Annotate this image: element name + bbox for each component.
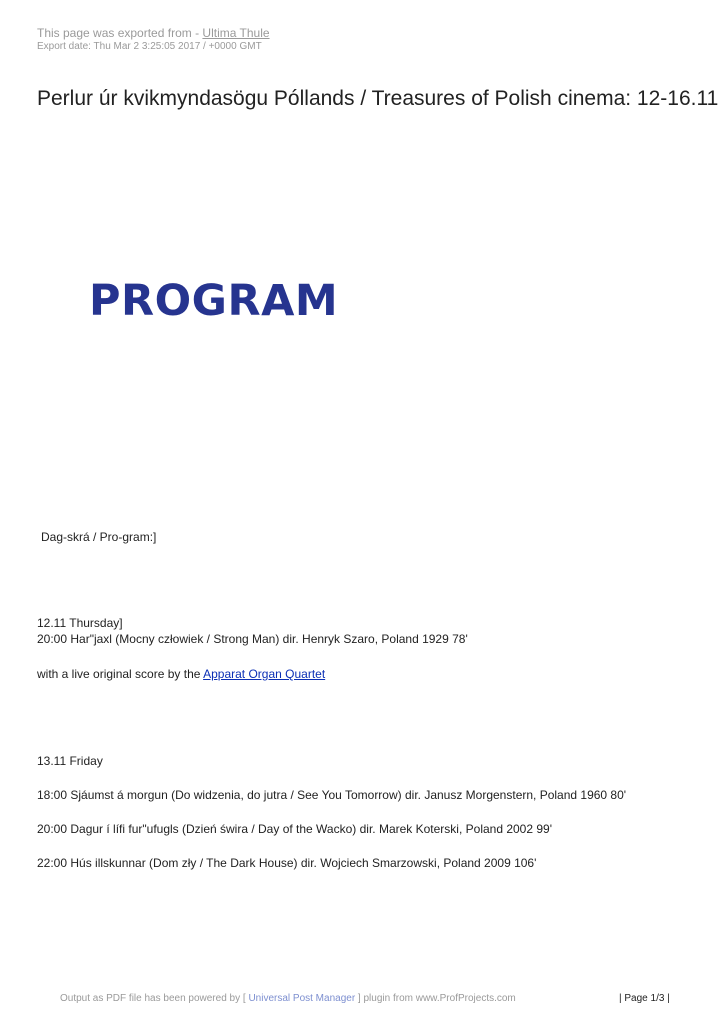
footer-suffix: ] plugin from www.ProfProjects.com: [355, 993, 516, 1004]
export-notice: [37, 27, 270, 40]
program-banner-image: [89, 277, 338, 325]
program-banner-text: PROGRAM: [89, 276, 339, 326]
plugin-link[interactable]: Universal Post Manager: [248, 993, 356, 1004]
day1-screening: 20:00 Har"jaxl (Mocny człowiek / Strong Man) dir. Henryk Szaro, Poland 1929 78': [37, 632, 468, 646]
schedule-heading: Dag-skrá / Pro-gram:]: [41, 530, 157, 544]
export-prefix: This page was exported from -: [37, 26, 203, 40]
site-link[interactable]: Ultima Thule: [202, 26, 270, 40]
day2-screening-1: 18:00 Sjáumst á morgun (Do widzenia, do jutra / See You Tomorrow) dir. Janusz Morgenstern, Poland 1960 80': [37, 788, 627, 802]
apparat-organ-quartet-link[interactable]: Apparat Organ Quartet: [203, 667, 326, 681]
day2-date: 13.11 Friday: [37, 754, 103, 768]
footer-prefix: Output as PDF file has been powered by [: [60, 993, 249, 1004]
day2-screening-3: 22:00 Hús illskunnar (Dom zły / The Dark House) dir. Wojciech Smarzowski, Poland 2009 106': [37, 856, 537, 870]
page-indicator: | Page 1/3 |: [619, 993, 670, 1004]
footer-credit: [60, 993, 516, 1005]
page-title: Perlur úr kvikmyndasögu Póllands / Treasures of Polish cinema: 12-16.11: [37, 87, 719, 110]
export-date: Export date: Thu Mar 2 3:25:05 2017 / +0000 GMT: [37, 41, 262, 52]
day1-date: 12.11 Thursday]: [37, 616, 123, 630]
day2-screening-2: 20:00 Dagur í lífi fur"ufugls (Dzień świra / Day of the Wacko) dir. Marek Koterski, Poland 2002 99': [37, 822, 553, 836]
day1-note: [37, 667, 325, 681]
day1-note-prefix: with a live original score by the: [37, 667, 204, 681]
